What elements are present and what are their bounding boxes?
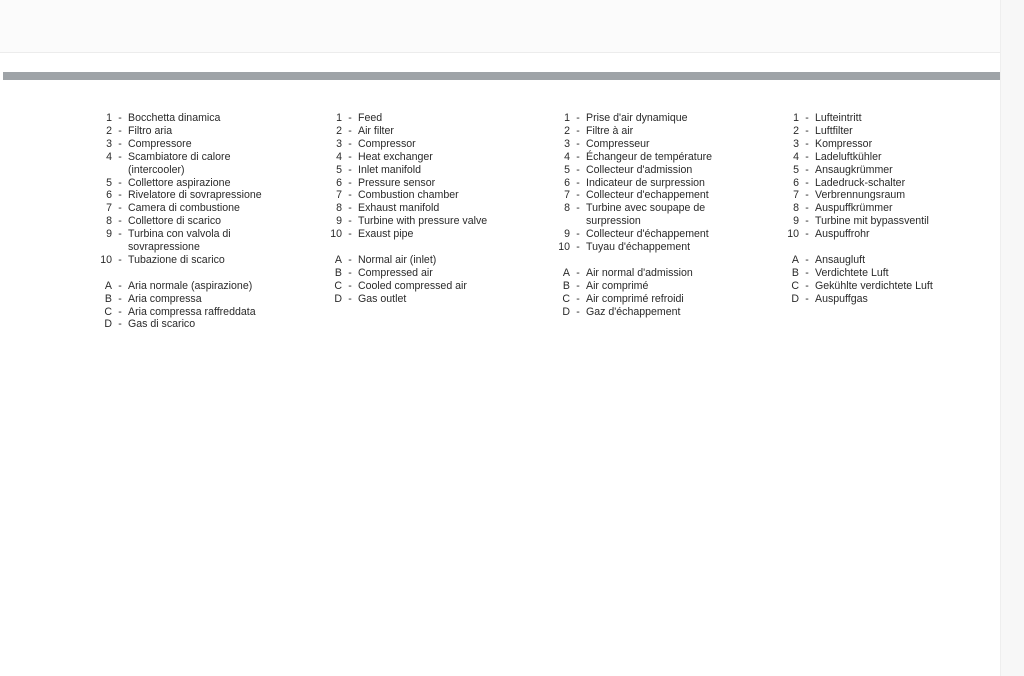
component-item-label: Lufteintritt (815, 112, 862, 124)
airflow-legend-label: Aria compressa raffreddata (128, 305, 256, 318)
airflow-legend-row (546, 306, 756, 319)
separator-dash: - (805, 150, 809, 163)
separator-dash: - (348, 215, 352, 228)
component-item-number: 2 (564, 124, 570, 137)
component-item-row (318, 202, 518, 215)
component-item-number: 1 (793, 112, 799, 124)
airflow-legend-number: C (791, 279, 799, 292)
component-item-row (775, 177, 985, 190)
component-item-label: Indicateur de surpression (586, 176, 705, 189)
separator-dash: - (118, 202, 122, 215)
component-item-number: 9 (564, 228, 570, 241)
component-item-number: 2 (106, 124, 112, 137)
airflow-legend-label: Aria normale (aspirazione) (128, 279, 253, 292)
airflow-legend-number: B (791, 266, 799, 279)
component-item-number: 5 (336, 163, 342, 176)
component-item-text (815, 151, 985, 164)
page-top-margin (0, 0, 1024, 53)
component-item-number: 9 (106, 228, 112, 241)
component-item-row (775, 215, 985, 228)
separator-dash: - (805, 292, 809, 305)
separator-dash: - (348, 137, 352, 150)
component-item-number: 10 (330, 228, 342, 241)
separator-dash: - (576, 124, 580, 137)
component-item-label: Collettore di scarico (128, 215, 222, 228)
component-item-row (88, 228, 298, 254)
component-item-text (586, 202, 756, 228)
component-item-number: 7 (336, 189, 342, 202)
airflow-legend-number: C (334, 279, 342, 292)
component-item-number: 4 (793, 150, 799, 163)
airflow-legend-text (128, 306, 298, 319)
component-item-row (546, 241, 756, 254)
component-item-number: 7 (564, 189, 570, 202)
component-item-number: 9 (793, 215, 799, 228)
airflow-legend-text (128, 318, 298, 331)
component-item-text (586, 138, 756, 151)
airflow-legend-text (815, 267, 985, 280)
component-item-row (775, 125, 985, 138)
separator-dash: - (805, 124, 809, 137)
airflow-legend-text (358, 254, 518, 267)
component-item-text (358, 138, 518, 151)
component-item-text (586, 189, 756, 202)
airflow-legend-row (546, 267, 756, 280)
airflow-legend-row (88, 306, 298, 319)
component-item-row (775, 112, 985, 125)
airflow-legend-row (88, 293, 298, 306)
component-item-label-continued: surpression (586, 215, 641, 228)
separator-dash: - (576, 163, 580, 176)
separator-dash: - (348, 279, 352, 292)
component-item-label: Collecteur d'echappement (586, 189, 709, 202)
separator-dash: - (118, 150, 122, 163)
airflow-legend-label: Air comprimé refroidi (586, 292, 684, 305)
component-item-row (88, 254, 298, 267)
component-item-number: 8 (336, 202, 342, 215)
separator-dash: - (118, 137, 122, 150)
component-item-text (358, 189, 518, 202)
component-item-number: 8 (106, 215, 112, 228)
separator-dash: - (576, 112, 580, 124)
component-item-label: Camera di combustione (128, 202, 240, 215)
component-item-label: Pressure sensor (358, 176, 436, 189)
legend-column-german (775, 112, 985, 306)
component-item-text (358, 125, 518, 138)
component-item-label: Auspuffrohr (815, 228, 870, 241)
component-item-row (775, 151, 985, 164)
component-item-number: 8 (793, 202, 799, 215)
component-item-text (815, 202, 985, 215)
component-item-row (318, 151, 518, 164)
component-item-label: Verbrennungsraum (815, 189, 906, 202)
airflow-legend-text (586, 293, 756, 306)
component-item-text (128, 202, 298, 215)
component-item-row (318, 177, 518, 190)
airflow-legend-row (775, 293, 985, 306)
component-item-label: Turbina con valvola di (128, 228, 231, 241)
component-item-number: 7 (793, 189, 799, 202)
component-item-row (318, 125, 518, 138)
separator-dash: - (576, 266, 580, 279)
separator-dash: - (576, 292, 580, 305)
component-item-row (318, 164, 518, 177)
separator-dash: - (118, 189, 122, 202)
separator-dash: - (805, 279, 809, 292)
separator-dash: - (576, 305, 580, 318)
component-item-row (88, 112, 298, 125)
component-item-row (546, 164, 756, 177)
component-item-row (546, 228, 756, 241)
airflow-legend-text (358, 293, 518, 306)
separator-dash: - (348, 189, 352, 202)
separator-dash: - (576, 176, 580, 189)
component-item-row (318, 215, 518, 228)
component-item-text (128, 125, 298, 138)
component-item-number: 9 (336, 215, 342, 228)
airflow-legend-row (775, 254, 985, 267)
component-item-row (546, 151, 756, 164)
separator-dash: - (348, 150, 352, 163)
component-item-number: 10 (100, 253, 112, 266)
component-item-row (318, 138, 518, 151)
component-item-row (318, 228, 518, 241)
component-item-label: Collettore aspirazione (128, 176, 231, 189)
component-item-number: 1 (564, 112, 570, 124)
component-item-label: Air filter (358, 124, 394, 137)
component-item-label-continued: (intercooler) (128, 163, 185, 176)
separator-dash: - (348, 112, 352, 124)
airflow-legend-number: B (334, 266, 342, 279)
component-item-row (546, 125, 756, 138)
separator-dash: - (576, 137, 580, 150)
separator-dash: - (348, 176, 352, 189)
component-item-row (546, 189, 756, 202)
component-item-label: Compresseur (586, 137, 650, 150)
airflow-legend-number: A (104, 279, 112, 292)
airflow-legend-text (815, 254, 985, 267)
component-item-number: 7 (106, 202, 112, 215)
airflow-legend-text (358, 267, 518, 280)
component-item-number: 3 (336, 137, 342, 150)
component-item-text (815, 177, 985, 190)
component-item-text (358, 177, 518, 190)
component-item-label: Turbine with pressure valve (358, 215, 488, 228)
airflow-legend-label: Normal air (inlet) (358, 253, 437, 266)
component-item-number: 3 (564, 137, 570, 150)
component-item-label: Luftfilter (815, 124, 853, 137)
separator-dash: - (118, 124, 122, 137)
airflow-legend-row (318, 280, 518, 293)
component-item-label-continued: sovrapressione (128, 241, 200, 254)
airflow-legend-label: Cooled compressed air (358, 279, 467, 292)
component-item-text (815, 189, 985, 202)
separator-dash: - (348, 292, 352, 305)
component-item-number: 5 (106, 176, 112, 189)
component-item-text (128, 215, 298, 228)
airflow-legend-text (358, 280, 518, 293)
airflow-legend-number: B (104, 292, 112, 305)
component-item-text (586, 241, 756, 254)
airflow-legend-number: D (791, 292, 799, 305)
separator-dash: - (576, 228, 580, 241)
component-item-label: Ladeluftkühler (815, 150, 882, 163)
component-item-text (586, 177, 756, 190)
separator-dash: - (118, 215, 122, 228)
component-item-label: Ladedruck-schalter (815, 176, 906, 189)
separator-dash: - (576, 189, 580, 202)
component-item-label: Kompressor (815, 137, 873, 150)
separator-dash: - (805, 253, 809, 266)
component-item-number: 10 (558, 241, 570, 254)
component-item-number: 3 (793, 137, 799, 150)
component-item-text (815, 112, 985, 125)
separator-dash: - (805, 266, 809, 279)
legend-spacer (546, 254, 756, 267)
component-item-number: 6 (336, 176, 342, 189)
airflow-legend-row (88, 280, 298, 293)
component-item-text (128, 151, 298, 177)
airflow-legend-number: D (562, 305, 570, 318)
airflow-legend-number: C (104, 305, 112, 318)
component-item-row (775, 138, 985, 151)
component-item-row (546, 138, 756, 151)
component-item-text (815, 215, 985, 228)
legend-column-italian (88, 112, 298, 331)
separator-dash: - (805, 189, 809, 202)
component-item-row (546, 112, 756, 125)
component-item-row (775, 202, 985, 215)
component-item-label: Rivelatore di sovrapressione (128, 189, 262, 202)
airflow-legend-number: A (791, 253, 799, 266)
component-item-number: 10 (787, 228, 799, 241)
component-item-row (88, 138, 298, 151)
airflow-legend-row (318, 293, 518, 306)
component-item-row (88, 215, 298, 228)
component-item-number: 1 (336, 112, 342, 124)
legend-column-english (318, 112, 518, 306)
component-item-row (318, 189, 518, 202)
legend-spacer (88, 267, 298, 280)
airflow-legend-text (128, 280, 298, 293)
component-item-label: Exhaust manifold (358, 202, 440, 215)
component-item-row (88, 189, 298, 202)
airflow-legend-number: D (334, 292, 342, 305)
component-item-label: Inlet manifold (358, 163, 422, 176)
component-item-number: 4 (336, 150, 342, 163)
component-item-number: 1 (106, 112, 112, 124)
component-item-number: 4 (564, 150, 570, 163)
component-item-row (546, 202, 756, 228)
separator-dash: - (118, 318, 122, 331)
component-item-text (586, 228, 756, 241)
separator-dash: - (348, 228, 352, 241)
airflow-legend-text (815, 293, 985, 306)
component-item-label: Heat exchanger (358, 150, 433, 163)
component-item-number: 5 (564, 163, 570, 176)
separator-dash: - (118, 228, 122, 241)
component-item-text (815, 125, 985, 138)
airflow-legend-text (815, 280, 985, 293)
separator-dash: - (348, 253, 352, 266)
separator-dash: - (805, 202, 809, 215)
header-rule-bar (3, 72, 1000, 80)
component-item-number: 2 (336, 124, 342, 137)
component-item-number: 5 (793, 163, 799, 176)
airflow-legend-label: Ansaugluft (815, 253, 866, 266)
page-right-edge (1000, 0, 1024, 676)
component-item-label: Turbine avec soupape de (586, 202, 706, 215)
component-item-text (358, 151, 518, 164)
airflow-legend-row (318, 267, 518, 280)
separator-dash: - (805, 176, 809, 189)
component-item-text (815, 228, 985, 241)
component-item-label: Collecteur d'admission (586, 163, 693, 176)
component-item-row (88, 125, 298, 138)
component-item-text (128, 138, 298, 151)
airflow-legend-row (546, 280, 756, 293)
airflow-legend-label: Aria compressa (128, 292, 202, 305)
airflow-legend-number: D (104, 318, 112, 331)
airflow-legend-label: Compressed air (358, 266, 433, 279)
separator-dash: - (805, 137, 809, 150)
component-item-text (358, 202, 518, 215)
component-item-text (358, 228, 518, 241)
component-item-label: Filtre à air (586, 124, 634, 137)
component-item-label: Feed (358, 112, 383, 124)
component-item-number: 6 (106, 189, 112, 202)
airflow-legend-label: Air normal d'admission (586, 266, 693, 279)
component-item-text (586, 164, 756, 177)
separator-dash: - (348, 202, 352, 215)
separator-dash: - (118, 176, 122, 189)
component-item-row (775, 228, 985, 241)
component-item-label: Auspuffkrümmer (815, 202, 893, 215)
component-item-number: 2 (793, 124, 799, 137)
component-item-label: Compressor (358, 137, 416, 150)
component-item-text (128, 254, 298, 267)
separator-dash: - (118, 279, 122, 292)
airflow-legend-label: Gas outlet (358, 292, 407, 305)
airflow-legend-label: Gas di scarico (128, 318, 196, 331)
airflow-legend-number: A (562, 266, 570, 279)
component-item-text (358, 215, 518, 228)
component-item-number: 6 (793, 176, 799, 189)
component-item-label: Ansaugkrümmer (815, 163, 893, 176)
legend-spacer (318, 241, 518, 254)
component-item-label: Tubazione di scarico (128, 253, 225, 266)
component-item-row (318, 112, 518, 125)
component-item-label: Tuyau d'échappement (586, 241, 691, 254)
airflow-legend-row (775, 267, 985, 280)
separator-dash: - (576, 279, 580, 292)
component-item-row (775, 189, 985, 202)
component-item-label: Compressore (128, 137, 192, 150)
separator-dash: - (576, 241, 580, 254)
separator-dash: - (348, 266, 352, 279)
airflow-legend-label: Verdichtete Luft (815, 266, 889, 279)
separator-dash: - (348, 124, 352, 137)
component-item-label: Turbine mit bypassventil (815, 215, 929, 228)
separator-dash: - (576, 202, 580, 215)
component-item-text (128, 189, 298, 202)
component-item-label: Échangeur de température (586, 150, 713, 163)
airflow-legend-text (128, 293, 298, 306)
separator-dash: - (805, 215, 809, 228)
component-item-number: 4 (106, 150, 112, 163)
separator-dash: - (805, 163, 809, 176)
component-item-row (88, 202, 298, 215)
airflow-legend-label: Gekühlte verdichtete Luft (815, 279, 933, 292)
component-item-text (128, 228, 298, 254)
airflow-legend-text (586, 267, 756, 280)
component-item-text (128, 177, 298, 190)
airflow-legend-text (586, 280, 756, 293)
legend-spacer (775, 241, 985, 254)
separator-dash: - (576, 150, 580, 163)
component-item-row (88, 151, 298, 177)
component-item-text (586, 151, 756, 164)
separator-dash: - (118, 112, 122, 124)
component-item-text (815, 138, 985, 151)
component-item-label: Scambiatore di calore (128, 150, 231, 163)
airflow-legend-number: A (334, 253, 342, 266)
component-item-text (586, 112, 756, 125)
airflow-legend-row (546, 293, 756, 306)
component-item-number: 6 (564, 176, 570, 189)
legend-column-french (546, 112, 756, 318)
airflow-legend-text (586, 306, 756, 319)
component-item-label: Bocchetta dinamica (128, 112, 221, 124)
separator-dash: - (118, 305, 122, 318)
component-item-text (815, 164, 985, 177)
airflow-legend-row (775, 280, 985, 293)
separator-dash: - (805, 112, 809, 124)
component-item-label: Filtro aria (128, 124, 173, 137)
component-item-number: 3 (106, 137, 112, 150)
component-item-row (775, 164, 985, 177)
component-item-row (546, 177, 756, 190)
component-item-label: Collecteur d'échappement (586, 228, 709, 241)
component-item-label: Combustion chamber (358, 189, 459, 202)
airflow-legend-number: B (562, 279, 570, 292)
airflow-legend-number: C (562, 292, 570, 305)
component-item-text (358, 112, 518, 125)
airflow-legend-label: Gaz d'échappement (586, 305, 681, 318)
component-item-row (88, 177, 298, 190)
separator-dash: - (805, 228, 809, 241)
component-item-text (358, 164, 518, 177)
separator-dash: - (348, 163, 352, 176)
airflow-legend-row (88, 318, 298, 331)
component-item-text (128, 112, 298, 125)
component-item-text (586, 125, 756, 138)
component-item-label: Prise d'air dynamique (586, 112, 688, 124)
component-item-label: Exaust pipe (358, 228, 414, 241)
airflow-legend-label: Air comprimé (586, 279, 649, 292)
airflow-legend-row (318, 254, 518, 267)
component-item-number: 8 (564, 202, 570, 215)
airflow-legend-label: Auspuffgas (815, 292, 868, 305)
separator-dash: - (118, 292, 122, 305)
separator-dash: - (118, 253, 122, 266)
